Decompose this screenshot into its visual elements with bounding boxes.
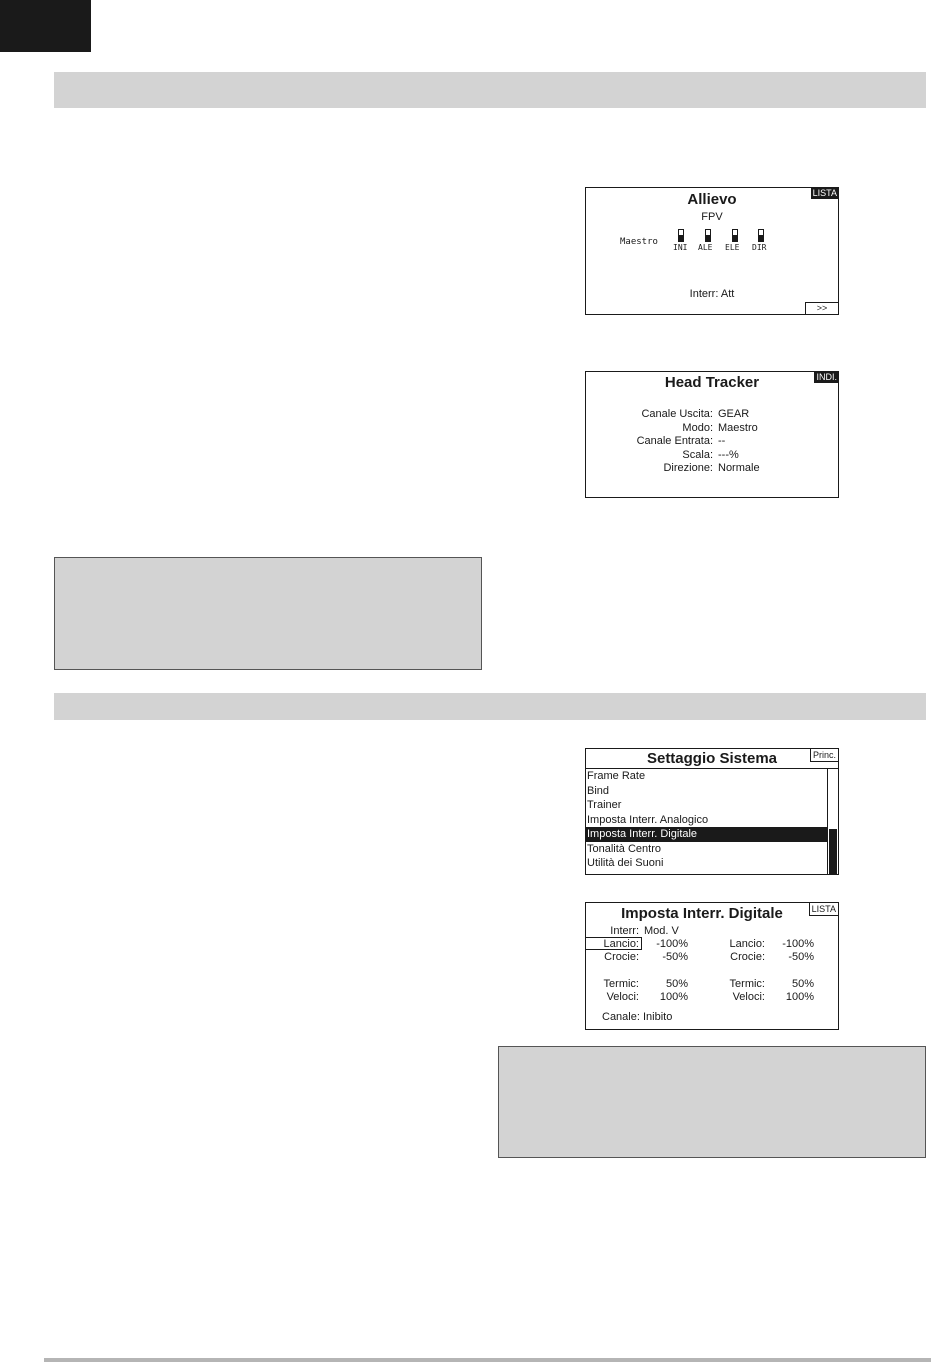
left-cruise-value[interactable]: -50% (662, 951, 688, 963)
scrollbar[interactable] (827, 769, 838, 874)
direction-label: Direzione: (663, 462, 713, 474)
footer-rule (44, 1358, 931, 1362)
menu-item-frame-rate[interactable]: Frame Rate (587, 770, 646, 782)
list-badge[interactable]: LISTA (812, 188, 837, 198)
switch-label: Interr: (610, 925, 639, 937)
output-channel-label: Canale Uscita: (641, 408, 713, 420)
right-speed-label: Veloci: (732, 991, 765, 1003)
digital-switch-screen (585, 902, 839, 1030)
menu-item-analog-switch[interactable]: Imposta Interr. Analogico (587, 813, 709, 826)
scale-label: Scala: (682, 449, 713, 461)
channel-bar-1 (678, 229, 684, 242)
menu-item-trainer[interactable]: Trainer (587, 799, 622, 811)
left-thermal-value[interactable]: 50% (665, 978, 688, 990)
menu-item-bind[interactable]: Bind (587, 784, 610, 797)
channel-label-dir: DIR (752, 243, 767, 252)
section-header-bar-middle (54, 693, 926, 720)
input-channel-label: Canale Entrata: (636, 435, 713, 447)
right-cruise-value[interactable]: -50% (788, 951, 814, 963)
right-launch-label: Lancio: (729, 938, 765, 950)
section-header-bar-top (54, 72, 926, 108)
screen-title: Head Tracker (664, 374, 760, 391)
mode-value[interactable]: Maestro (718, 422, 758, 434)
right-cruise-label: Crocie: (730, 951, 765, 963)
head-tracker-screen (585, 371, 839, 498)
left-thermal-label: Termic: (603, 978, 639, 990)
left-speed-label: Veloci: (606, 991, 639, 1003)
master-label: Maestro (620, 237, 658, 247)
screen-subtitle: FPV (701, 211, 723, 223)
right-speed-value[interactable]: 100% (785, 991, 814, 1003)
channel-status[interactable]: Canale: Inibito (602, 1011, 673, 1023)
channel-bar-2 (705, 229, 711, 242)
back-badge[interactable]: INDI. (816, 372, 837, 382)
left-speed-value[interactable]: 100% (659, 991, 688, 1003)
note-box-right (498, 1046, 926, 1158)
list-badge[interactable]: LISTA (809, 902, 839, 916)
channel-bar-3 (732, 229, 738, 242)
channel-bar-4 (758, 229, 764, 242)
page-corner-tab (0, 0, 91, 52)
menu-item-digital-switch[interactable]: Imposta Interr. Digitale (586, 827, 827, 842)
scale-value[interactable]: ---% (718, 449, 739, 461)
note-box-left (54, 557, 482, 670)
system-setup-screen (585, 748, 839, 875)
channel-label-ini: INI (673, 243, 688, 252)
right-thermal-value[interactable]: 50% (791, 978, 814, 990)
menu-list (586, 769, 827, 871)
switch-value[interactable]: Mod. V (644, 925, 679, 937)
right-thermal-label: Termic: (729, 978, 765, 990)
screen-title: Imposta Interr. Digitale (621, 905, 783, 922)
input-channel-value[interactable]: -- (718, 435, 726, 447)
direction-value[interactable]: Normale (718, 462, 760, 474)
left-launch-value[interactable]: -100% (656, 938, 688, 950)
main-badge[interactable]: Princ. (810, 748, 839, 762)
next-button[interactable]: >> (805, 302, 839, 315)
channel-label-ele: ELE (725, 243, 740, 252)
left-cruise-label: Crocie: (604, 951, 639, 963)
scrollbar-thumb[interactable] (829, 829, 837, 874)
right-launch-value[interactable]: -100% (782, 938, 814, 950)
screen-title: Allievo (687, 191, 737, 208)
menu-item-center-tone[interactable]: Tonalità Centro (587, 842, 661, 855)
screen-title: Settaggio Sistema (646, 750, 778, 767)
channel-label-ale: ALE (698, 243, 713, 252)
mode-label: Modo: (682, 422, 713, 434)
output-channel-value[interactable]: GEAR (718, 408, 750, 420)
trainer-screen (585, 187, 839, 315)
switch-status: Interr: Att (689, 288, 735, 300)
menu-item-sound-utility[interactable]: Utilità dei Suoni (587, 857, 664, 869)
left-launch-label: Lancio: (603, 938, 639, 950)
